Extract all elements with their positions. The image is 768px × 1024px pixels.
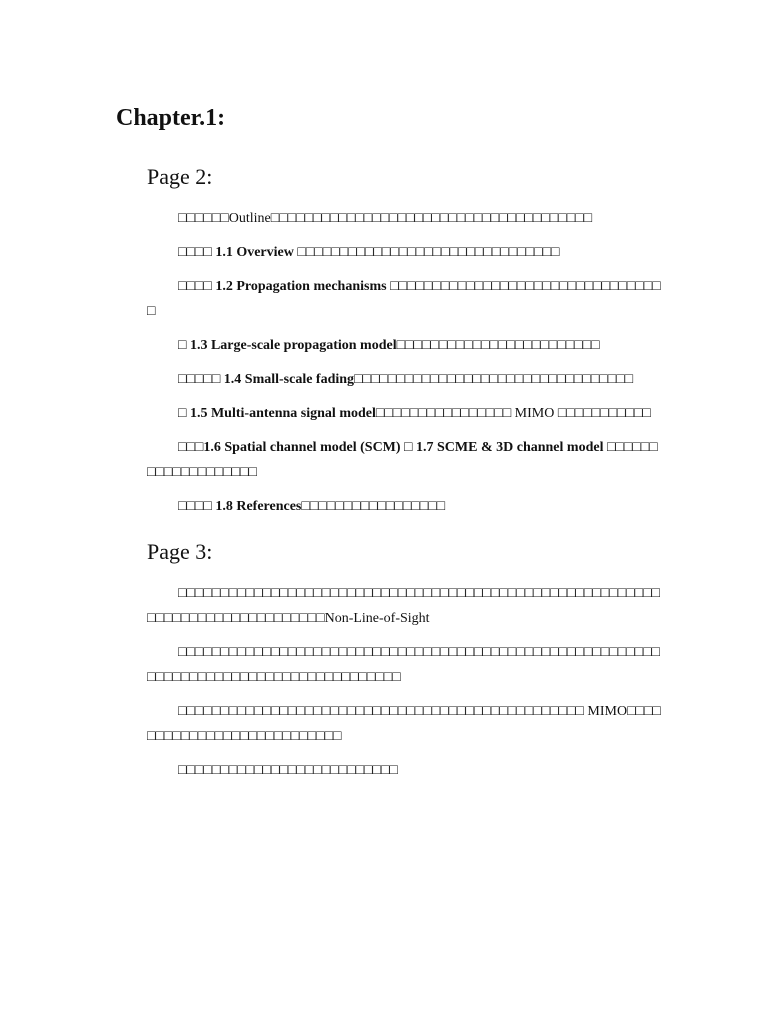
paragraph — [116, 401, 661, 426]
paragraph-suffix: □□□□□□□□□□□□□□□□□□□□□□□□□□□ — [147, 704, 661, 744]
paragraph-prefix: □ — [178, 338, 190, 353]
paragraph — [116, 581, 661, 631]
page-section — [116, 537, 661, 783]
document-page — [116, 100, 661, 792]
paragraph-prefix: □□□□ — [178, 245, 216, 260]
paragraph-bold-term: 1.6 Spatial channel model (SCM) □ 1.7 SCME & 3D channel model — [203, 440, 604, 455]
paragraph-suffix: □□□□□□□□□□□□□□□□□□□□□□□□□□□□□□□ — [293, 245, 560, 260]
paragraph-prefix: □□□□□□□□□□□□□□□□□□□□□□□□□□□□□□□□□□□□□□□□□□□□□□□□□□□□□□□□□□□□□□□□□□□□□□□□□□□□□□□□□□□□□□□ — [147, 645, 660, 685]
paragraph — [116, 758, 661, 783]
paragraph — [116, 699, 661, 749]
paragraph-prefix: □□□□□□□□□□□□□□□□□□□□□□□□□□ — [178, 763, 398, 778]
chapter-title: Chapter.1: — [116, 105, 226, 131]
paragraph — [116, 274, 661, 324]
paragraph-suffix: □□□□□□□□□□□□□□□□□□□□□□□□ — [396, 338, 600, 353]
page-heading: Page 2: — [147, 164, 213, 189]
paragraph — [116, 206, 661, 231]
sections-container — [116, 162, 661, 783]
paragraph-prefix: □□□ — [178, 440, 204, 455]
paragraph-term: MIMO — [587, 704, 628, 719]
paragraph-suffix: □□□□□□□□□□□□□□□□□□□□□□□□□□□□□□□□□ — [354, 372, 634, 387]
paragraph — [116, 640, 661, 690]
paragraph-suffix: □□□□□□□□□□□□□□□□□ — [301, 499, 446, 514]
paragraph-prefix: □ — [178, 406, 190, 421]
paragraph-term: Outline — [228, 211, 271, 226]
paragraph — [116, 240, 661, 265]
paragraph-term: Non-Line-of-Sight — [324, 611, 430, 626]
paragraph-bold-term: 1.2 Propagation mechanisms — [215, 279, 387, 294]
paragraph-prefix: □□□□ — [178, 499, 216, 514]
paragraph-bold-term: 1.4 Small-scale fading — [223, 372, 355, 387]
paragraph-suffix: □□□□□□□□□□□□□□□□ MIMO □□□□□□□□□□□ — [375, 406, 651, 421]
paragraph-suffix: □□□□□□□□□□□□□□□□□□□ — [147, 440, 658, 480]
paragraph — [116, 435, 661, 485]
paragraph-bold-term: 1.8 References — [215, 499, 302, 514]
paragraph-bold-term: 1.3 Large-scale propagation model — [189, 338, 397, 353]
page-heading: Page 3: — [147, 539, 213, 564]
paragraph-suffix: □□□□□□□□□□□□□□□□□□□□□□□□□□□□□□□□□ — [147, 279, 661, 319]
paragraph — [116, 367, 661, 392]
paragraph-prefix: □□□□ — [178, 279, 216, 294]
paragraph-prefix: □□□□□ — [178, 372, 224, 387]
paragraph-prefix: □□□□□□□□□□□□□□□□□□□□□□□□□□□□□□□□□□□□□□□□□□□□□□□□ — [178, 704, 588, 719]
paragraph-bold-term: 1.5 Multi-antenna signal model — [189, 406, 376, 421]
paragraph — [116, 333, 661, 358]
paragraph-suffix: □□□□□□□□□□□□□□□□□□□□□□□□□□□□□□□□□□□□□□ — [270, 211, 593, 226]
paragraph-prefix: □□□□□□□□□□□□□□□□□□□□□□□□□□□□□□□□□□□□□□□□□□□□□□□□□□□□□□□□□□□□□□□□□□□□□□□□□□□□□□ — [147, 586, 660, 626]
paragraph-prefix: □□□□□□ — [178, 211, 229, 226]
paragraph — [116, 494, 661, 519]
page-section — [116, 162, 661, 519]
paragraph-bold-term: 1.1 Overview — [215, 245, 294, 260]
